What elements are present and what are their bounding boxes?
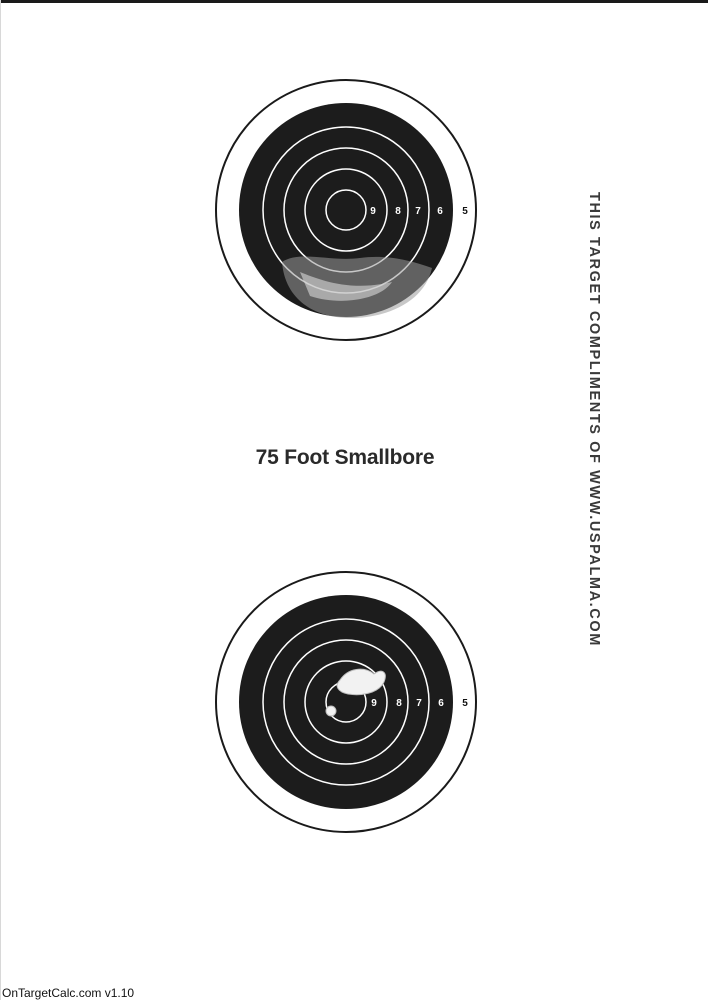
upper-label-6: 6 <box>437 206 443 217</box>
upper-label-8: 8 <box>395 206 401 217</box>
upper-label-5: 5 <box>462 206 468 217</box>
target-title: 75 Foot Smallbore <box>255 446 435 469</box>
upper-center-dot <box>343 207 349 213</box>
lower-label-7: 7 <box>416 698 422 709</box>
lower-label-6: 6 <box>438 698 444 709</box>
lower-target <box>216 572 476 832</box>
lower-label-9: 9 <box>371 698 377 709</box>
upper-label-7: 7 <box>415 206 421 217</box>
lower-label-5: 5 <box>462 698 468 709</box>
footer-watermark: OnTargetCalc.com v1.10 <box>2 986 138 1000</box>
upper-target <box>216 80 476 340</box>
lower-label-8: 8 <box>396 698 402 709</box>
upper-label-9: 9 <box>370 206 376 217</box>
shot-hole-single <box>326 706 336 716</box>
sponsor-credit: THIS TARGET COMPLIMENTS OF WWW.USPALMA.COM <box>586 192 602 647</box>
